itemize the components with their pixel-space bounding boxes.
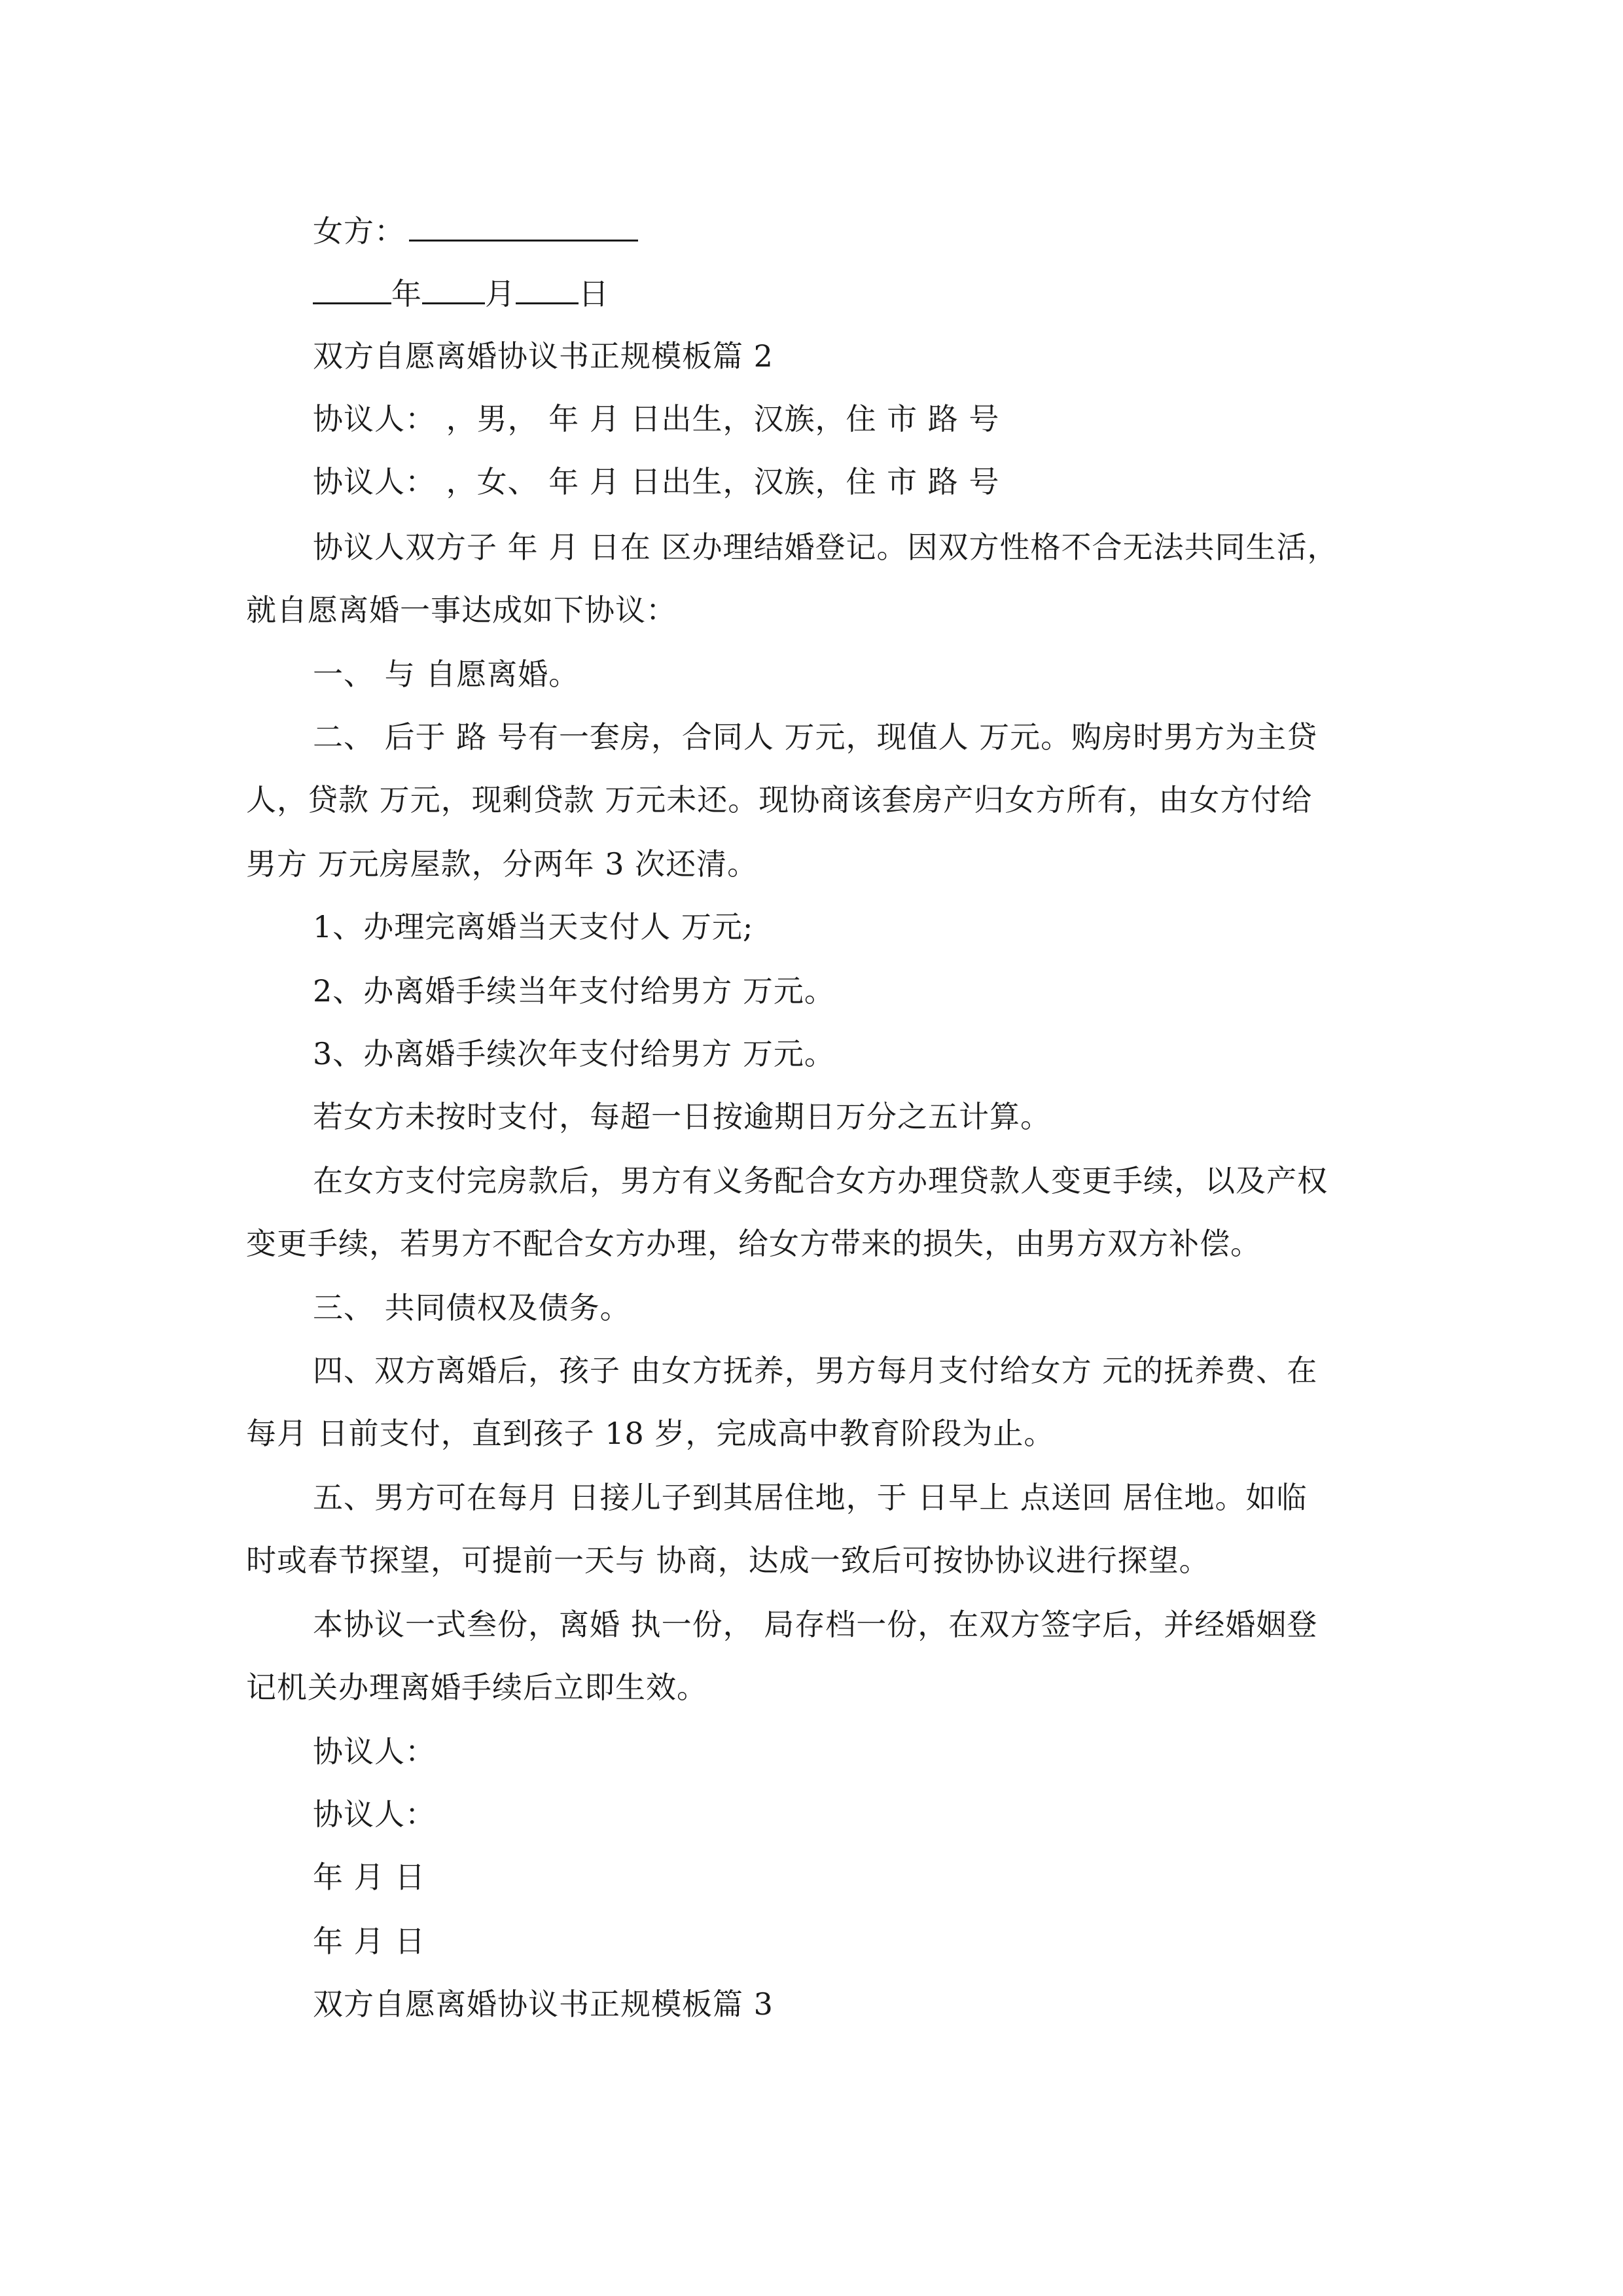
section-title-3: 双方自愿离婚协议书正规模板篇 3 [313,1986,774,2022]
day-label: 日 [579,276,609,312]
clause-2-line-1: 二、 后于 路 号有一套房，合同人 万元，现值人 万元。购房时男方为主贷 [313,719,1318,755]
party-1-line: 协议人： ，男， 年 月 日出生，汉族，住 市 路 号 [313,401,1000,437]
signatory-2: 协议人： [313,1797,436,1832]
payment-item-1: 1、办理完离婚当天支付人 万元; [313,909,754,944]
payment-item-3: 3、办离婚手续次年支付给男方 万元。 [313,1036,835,1071]
signature-blank [409,211,638,242]
date-blank-line [313,274,1386,314]
section-title-2: 双方自愿离婚协议书正规模板篇 2 [313,338,774,374]
clause-1: 一、 与 自愿离婚。 [313,656,580,692]
payment-item-2: 2、办离婚手续当年支付给男方 万元。 [313,973,835,1009]
sign-date-2: 年 月 日 [313,1924,426,1959]
intro-paragraph-line-2: 就自愿离婚一事达成如下协议： [246,592,677,628]
intro-paragraph-line-1: 协议人双方子 年 月 日在 区办理结婚登记。因双方性格不合无法共同生活， [313,529,1338,565]
month-label: 月 [485,276,516,312]
clause-4-line-1: 四、双方离婚后，孩子 由女方抚养，男方每月支付给女方 元的抚养费、在 [313,1353,1318,1388]
clause-2-line-2: 人，贷款 万元，现剩贷款 万元未还。现协商该套房产归女方所有，由女方付给 [246,782,1313,817]
loan-transfer-line-1: 在女方支付完房款后，男方有义务配合女方办理贷款人变更手续，以及产权 [313,1163,1328,1198]
year-blank [313,274,391,304]
clause-3: 三、 共同债权及债务。 [313,1290,631,1325]
signatory-1: 协议人： [313,1734,436,1769]
clause-2-line-3: 男方 万元房屋款，分两年 3 次还清。 [246,846,758,882]
sign-date-1: 年 月 日 [313,1859,426,1895]
party-2-line: 协议人： ，女、 年 月 日出生，汉族，住 市 路 号 [313,464,1000,499]
clause-5-line-1: 五、男方可在每月 日接儿子到其居住地，于 日早上 点送回 居住地。如临 [313,1480,1308,1515]
clause-5-line-2: 时或春节探望，可提前一天与 协商，达成一致后可按协协议进行探望。 [246,1543,1210,1578]
copies-clause-line-2: 记机关办理离婚手续后立即生效。 [246,1670,707,1705]
female-signature-line [313,211,1386,251]
female-label: 女方： [313,213,405,249]
loan-transfer-line-2: 变更手续，若男方不配合女方办理，给女方带来的损失，由男方双方补偿。 [246,1226,1261,1261]
copies-clause-line-1: 本协议一式叁份，离婚 执一份， 局存档一份，在双方签字后，并经婚姻登 [313,1607,1318,1642]
clause-4-line-2: 每月 日前支付，直到孩子 18 岁，完成高中教育阶段为止。 [246,1416,1055,1451]
year-label: 年 [391,276,422,312]
month-blank [422,274,485,304]
late-payment-clause: 若女方未按时支付，每超一日按逾期日万分之五计算。 [313,1099,1051,1134]
day-blank [516,274,579,304]
